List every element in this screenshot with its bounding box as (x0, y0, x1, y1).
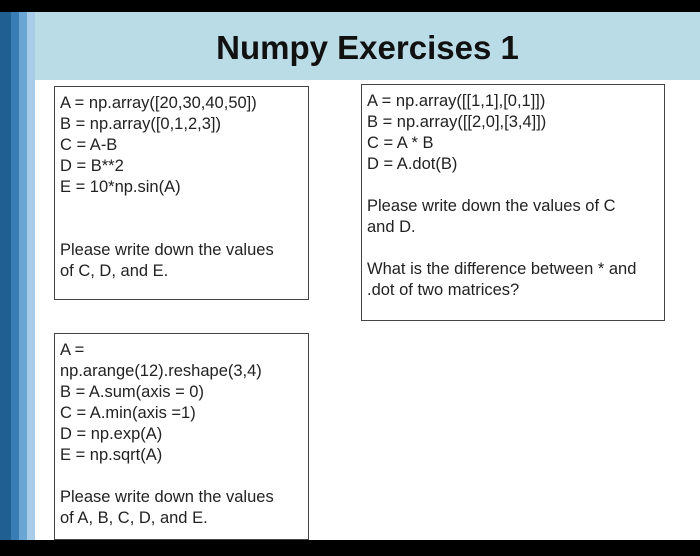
accent-stripe (11, 12, 19, 540)
question-line: of C, D, and E. (60, 262, 169, 280)
question-line: and D. (367, 218, 416, 236)
exercise-box-2 (361, 84, 665, 321)
accent-stripe (27, 12, 35, 540)
code-line: B = np.array([0,1,2,3]) (60, 115, 221, 133)
accent-stripe (0, 12, 11, 540)
code-line: C = A.min(axis =1) (60, 404, 196, 422)
bottom-bar (0, 540, 700, 556)
code-line: D = np.exp(A) (60, 425, 163, 443)
question-line: .dot of two matrices? (367, 281, 520, 299)
accent-stripe (19, 12, 27, 540)
code-line: A = (60, 341, 85, 359)
code-line: A = np.array([[1,1],[0,1]]) (367, 92, 546, 110)
question-line: of A, B, C, D, and E. (60, 509, 208, 527)
code-line: C = A * B (367, 134, 434, 152)
code-line: E = 10*np.sin(A) (60, 178, 181, 196)
code-line: E = np.sqrt(A) (60, 446, 163, 464)
exercise-box-1 (54, 86, 309, 300)
code-line: D = A.dot(B) (367, 155, 458, 173)
question-line: Please write down the values of C (367, 197, 616, 215)
code-line: A = np.array([20,30,40,50]) (60, 94, 257, 112)
question-line: Please write down the values (60, 241, 274, 259)
question-line: What is the difference between * and (367, 260, 637, 278)
code-line: C = A-B (60, 136, 118, 154)
code-line: np.arange(12).reshape(3,4) (60, 362, 262, 380)
slide-title: Numpy Exercises 1 (216, 29, 519, 66)
question-line: Please write down the values (60, 488, 274, 506)
exercise-box-3 (54, 333, 309, 540)
code-line: B = A.sum(axis = 0) (60, 383, 204, 401)
slide (0, 12, 700, 540)
code-line: B = np.array([[2,0],[3,4]]) (367, 113, 547, 131)
code-line: D = B**2 (60, 157, 124, 175)
